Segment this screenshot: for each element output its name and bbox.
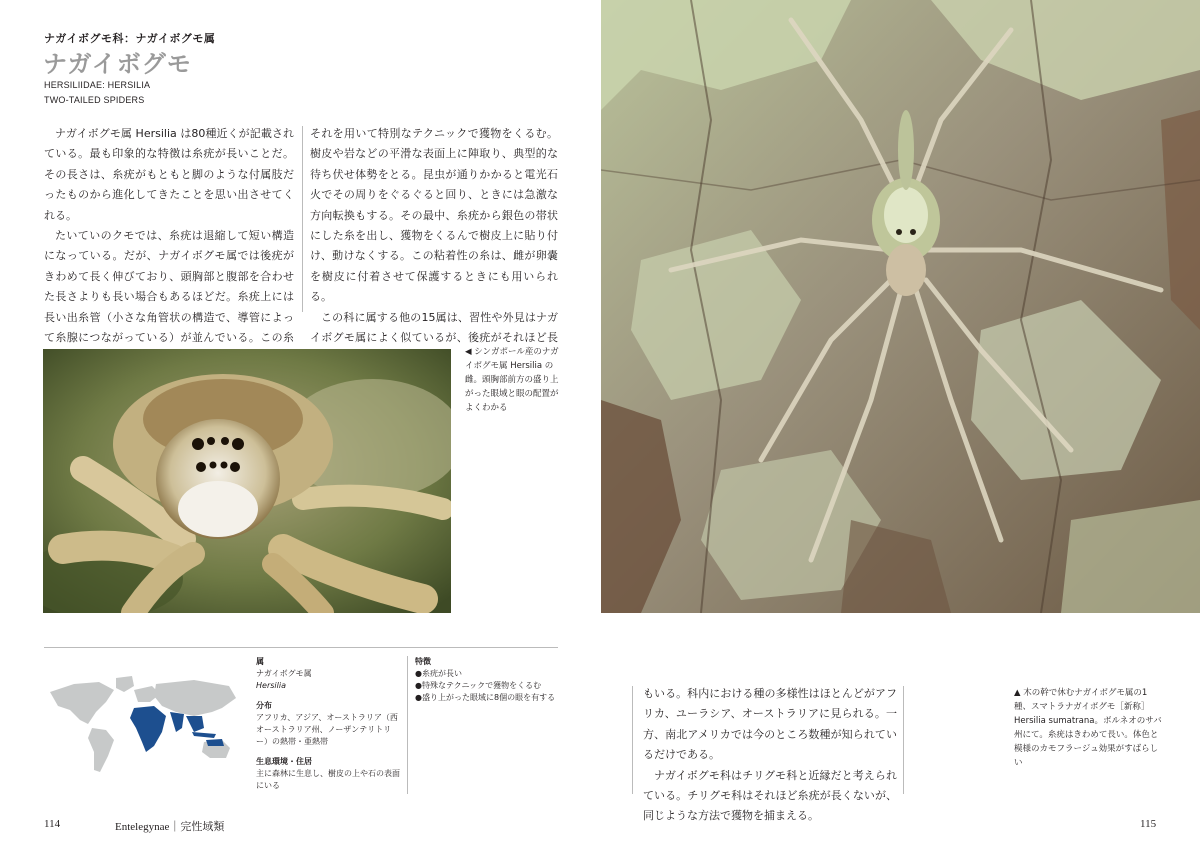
column-divider [302, 126, 303, 312]
info-column-features [415, 656, 560, 704]
habitat-text: 主に森林に生息し、樹皮の上や石の表面にいる [256, 769, 400, 790]
paragraph: たいていのクモでは、糸疣は退縮して短い構造になっている。だが、ナガイボグモ属では後疣がきわめて長く伸びており、頭胸部と腹部を合わせた長さよりも長い場合もあるほどだ。糸疣上には長い出糸管（小さな角管状の構造で、導管によって糸腺につながっている）が並んでいる。この糸 [44, 229, 294, 345]
column-divider [632, 686, 633, 794]
column-divider [903, 686, 904, 794]
body-column-2 [310, 124, 558, 369]
photo-caption-small: ◀ シンガポール産のナガイボグモ属 Hersilia の雌。頭胸部前方の盛り上がった眼域と眼の配置がよくわかる [465, 347, 559, 413]
paragraph: それを用いて特別なテクニックで獲物をくるむ。樹皮や岩などの平滑な表面上に陣取り、典型的な待ち伏せ体勢をとる。昆虫が通りかかると電光石火でその周りをぐるぐると回り、ときには急激な方向転換もする。その最中、糸疣から銀色の帯状にした糸を出し、獲物をくるんで樹皮上に貼り付け、動けなくする。この粘着性の糸は、雌が卵嚢を樹皮に付着させて保護するときにも用いられる。 [310, 127, 558, 304]
habitat-heading: 生息環境・住居 [256, 757, 312, 766]
paragraph: ナガイボグモ属 Hersilia は80種近くが記載されている。最も印象的な特徴は糸疣が長いことだ。その長さは、糸疣がもともと脚のような付属肢だったものから進化してきたことを思い出させてくれる。 [44, 127, 294, 222]
genus-latin: Hersilia [256, 681, 286, 690]
page-number-left: 114 [44, 818, 61, 830]
page-number-right: 115 [1140, 818, 1157, 830]
distribution-heading: 分布 [256, 701, 272, 710]
body-column-1 [44, 124, 294, 369]
world-map-icon [44, 672, 242, 776]
genus-heading: 属 [256, 657, 264, 666]
photo-caption-large: ▲ 木の幹で休むナガイボグモ属の1種、スマトラナガイボグモ［新称］Hersilia sumatrana。ボルネオのサバ州にて。糸疣はきわめて長い。体色と模様のカモフラージュ効果がすばらしい [1014, 688, 1162, 768]
feature-item: ●糸疣が長い [415, 669, 462, 678]
paragraph: もいる。科内における種の多様性はほとんどがアフリカ、ユーラシア、オーストラリアに見られる。一方、南北アメリカでは今のところ数種が知られているだけである。 [643, 687, 897, 762]
paragraph: ナガイボグモ科はチリグモ科と近縁だと考えられている。チリグモ科はそれほど糸疣が長くないが、同じような方法で獲物を捕まえる。 [643, 768, 897, 823]
spider-on-bark-photo [601, 0, 1200, 613]
genus-japanese: ナガイボグモ属 [256, 669, 312, 678]
info-column-taxonomy [256, 656, 402, 800]
features-heading: 特徴 [415, 657, 431, 666]
family-heading: ナガイボグモ科：ナガイボグモ属 [44, 32, 216, 45]
running-footer: Entelegynae｜完性域類 [115, 821, 225, 833]
info-divider [44, 647, 558, 648]
distribution-text: アフリカ、アジア、オーストラリア（西オーストラリア州、ノーザンテリトリー）の熱帯・亜熱帯 [256, 713, 398, 746]
latin-family-name: HERSILIIDAE: HERSILIA [44, 80, 151, 90]
spider-closeup-photo [43, 349, 451, 613]
info-divider-vertical [407, 656, 408, 794]
english-common-name: TWO-TAILED SPIDERS [44, 95, 145, 105]
feature-item: ●盛り上がった眼域に8個の眼を有する [415, 693, 556, 702]
paragraph: この科に属する他の15属は、習性や外見はナガイボグモ属によく似ているが、後疣がそれほど長 [310, 310, 558, 345]
feature-item: ●特殊なテクニックで獲物をくるむ [415, 681, 542, 690]
page-title: ナガイボグモ [43, 50, 192, 78]
body-column-3 [643, 684, 897, 827]
